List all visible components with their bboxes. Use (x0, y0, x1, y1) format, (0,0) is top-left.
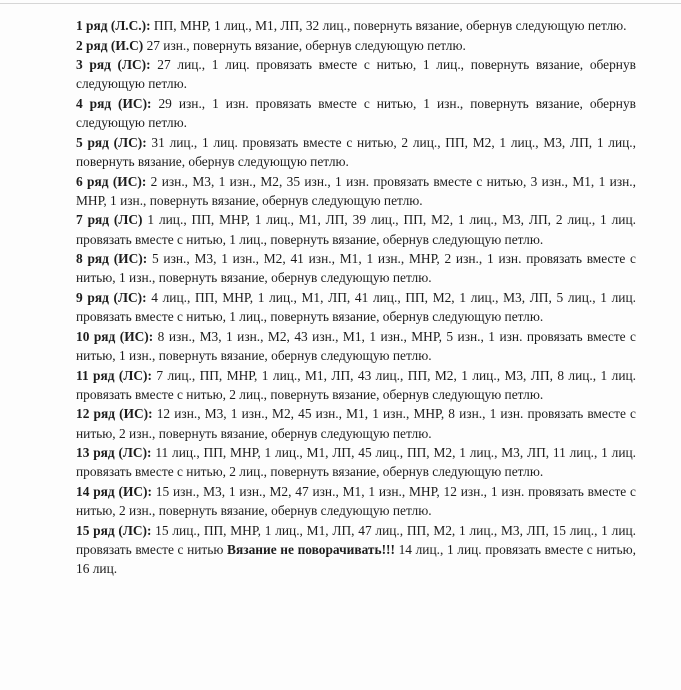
row-text: 27 изн., повернуть вязание, обернув следующую петлю. (143, 37, 466, 53)
row-15 (76, 521, 636, 579)
row-text: 7 лиц., ПП, МНР, 1 лиц., М1, ЛП, 43 лиц., ПП, М2, 1 лиц., М3, ЛП, 8 лиц., 1 лиц. провязать вместе с нитью, 2 лиц., повернуть вязание, обернув следующую петлю. (76, 367, 636, 402)
row-label: 12 ряд (ИС): (76, 406, 153, 422)
row-text: 8 изн., М3, 1 изн., М2, 43 изн., М1, 1 изн., МНР, 5 изн., 1 изн. провязать вместе с нитью, 1 изн., повернуть вязание, обернув следующую петлю. (76, 328, 637, 363)
row-4 (76, 94, 636, 132)
row-text: 1 лиц., ПП, МНР, 1 лиц., М1, ЛП, 39 лиц., ПП, М2, 1 лиц., М3, ЛП, 2 лиц., 1 лиц. провязать вместе с нитью, 1 лиц., повернуть вязание, обернув следующую петлю. (76, 212, 636, 247)
top-divider (0, 3, 681, 4)
row-13 (76, 443, 636, 481)
row-12 (76, 404, 636, 442)
row-label: 3 ряд (ЛС): (76, 57, 151, 73)
row-label: 14 ряд (ИС): (76, 483, 152, 499)
row-text: 4 лиц., ПП, МНР, 1 лиц., М1, ЛП, 41 лиц., ПП, М2, 1 лиц., М3, ЛП, 5 лиц., 1 лиц. провязать вместе с нитью, 1 лиц., повернуть вязание, обернув следующую петлю. (76, 289, 636, 325)
row-text: 12 изн., М3, 1 изн., М2, 45 изн., М1, 1 изн., МНР, 8 изн., 1 изн. провязать вместе с нитью, 2 изн., повернуть вязание, обернув следующую петлю. (76, 406, 636, 441)
row-label: 7 ряд (ЛС) (76, 212, 143, 228)
row-text: ПП, МНР, 1 лиц., М1, ЛП, 32 лиц., повернуть вязание, обернув следующую петлю. (150, 18, 627, 33)
row-label: 9 ряд (ЛС): (76, 289, 147, 305)
row-1 (76, 16, 636, 35)
row-8 (76, 249, 636, 287)
row-3 (76, 55, 636, 93)
row-6 (76, 172, 636, 210)
row-label: 13 ряд (ЛС): (76, 445, 152, 461)
row-text: 31 лиц., 1 лиц. провязать вместе с нитью, 2 лиц., ПП, М2, 1 лиц., М3, ЛП, 1 лиц., повернуть вязание, обернув следующую петлю. (76, 134, 636, 169)
row-text: 27 лиц., 1 лиц. провязать вместе с нитью, 1 лиц., повернуть вязание, обернув следующую петлю. (76, 57, 636, 92)
row-5 (76, 133, 636, 171)
row-label: 1 ряд (Л.С.): (76, 18, 151, 33)
row-2 (76, 36, 636, 55)
row-label: 6 ряд (ИС): (76, 173, 147, 189)
row-11 (76, 366, 636, 404)
row-emphasis: Вязание не поворачивать!!! (227, 541, 395, 557)
row-label: 4 ряд (ИС): (76, 95, 152, 111)
row-text: 11 лиц., ПП, МНР, 1 лиц., М1, ЛП, 45 лиц., ПП, М2, 1 лиц., М3, ЛП, 11 лиц., 1 лиц. провязать вместе с нитью, 2 лиц., повернуть вязание, обернув следующую петлю. (76, 445, 637, 480)
row-label: 2 ряд (И.С) (76, 37, 144, 53)
row-tail: 14 лиц., 1 лиц. провязать вместе с нитью, 16 лиц. (76, 541, 636, 577)
row-label: 8 ряд (ИС): (76, 251, 148, 267)
row-label: 5 ряд (ЛС): (76, 134, 147, 150)
row-9 (76, 288, 636, 326)
row-text: 15 лиц., ПП, МНР, 1 лиц., М1, ЛП, 47 лиц., ПП, М2, 1 лиц., М3, ЛП, 15 лиц., 1 лиц. провязать вместе с нитью (76, 522, 637, 557)
row-label: 11 ряд (ЛС): (76, 367, 152, 383)
row-label: 10 ряд (ИС): (76, 328, 154, 344)
knitting-instructions (76, 16, 636, 578)
row-7 (76, 210, 636, 248)
row-14 (76, 482, 636, 520)
row-label: 15 ряд (ЛС): (76, 522, 152, 538)
row-text: 29 изн., 1 изн. провязать вместе с нитью, 1 изн., повернуть вязание, обернув следующую петлю. (76, 95, 636, 131)
row-10 (76, 327, 636, 365)
row-text: 15 изн., М3, 1 изн., М2, 47 изн., М1, 1 изн., МНР, 12 изн., 1 изн. провязать вместе с нитью, 2 изн., повернуть вязание, обернув следующую петлю. (76, 483, 636, 519)
row-text: 2 изн., М3, 1 изн., М2, 35 изн., 1 изн. провязать вместе с нитью, 3 изн., М1, 1 изн., МНР, 1 изн., повернуть вязание, обернув следующую петлю. (76, 173, 636, 208)
row-text: 5 изн., М3, 1 изн., М2, 41 изн., М1, 1 изн., МНР, 2 изн., 1 изн. провязать вместе с нитью, 1 изн., повернуть вязание, обернув следующую петлю. (76, 251, 636, 286)
